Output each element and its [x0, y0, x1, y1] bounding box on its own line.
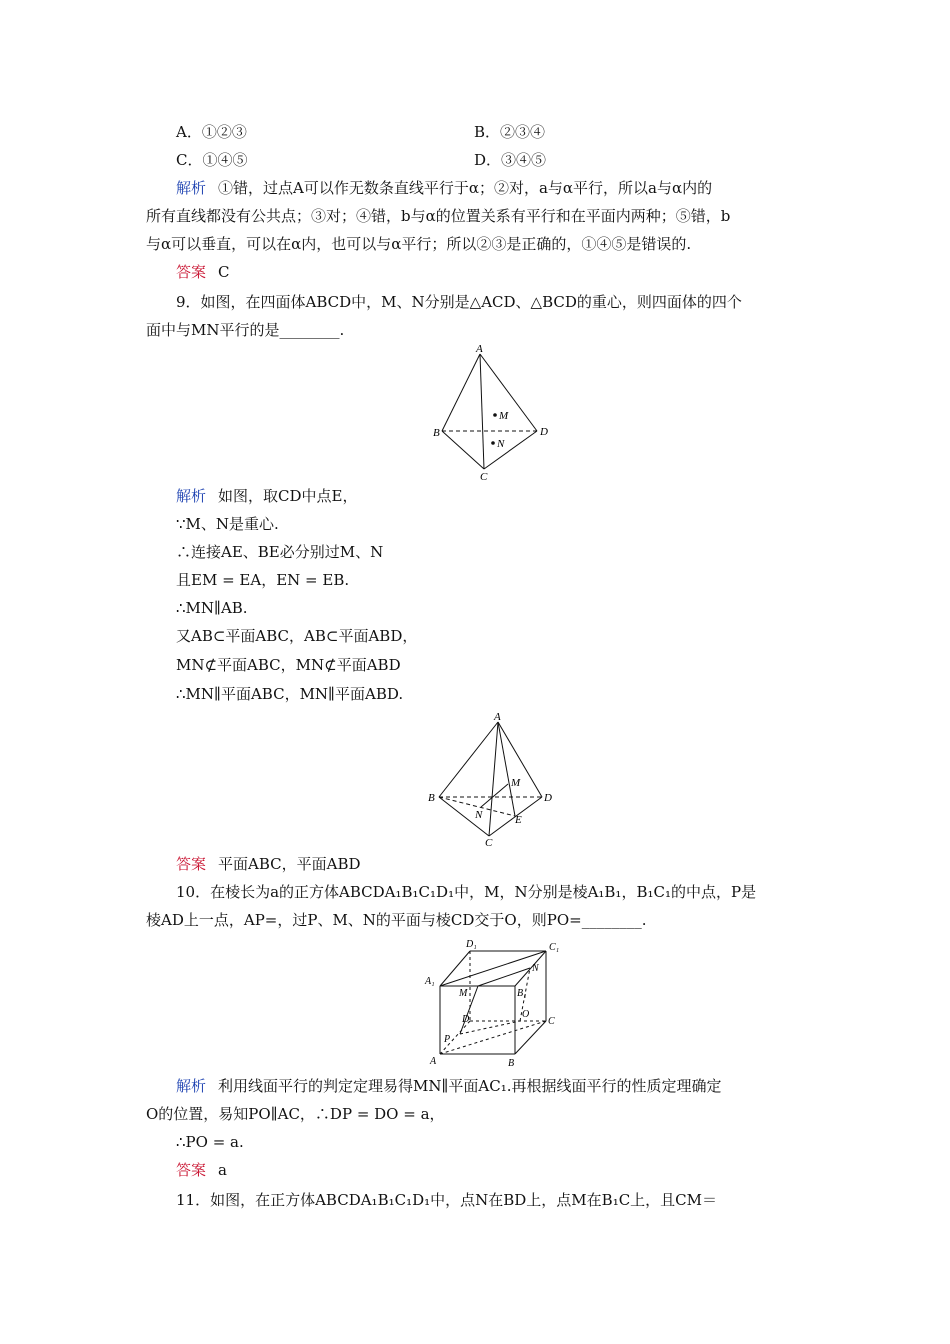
- q9-answer: [176, 850, 836, 878]
- label-A1: A₁: [425, 976, 435, 987]
- option-a: A．①②③: [176, 123, 247, 141]
- answer-tag: 答案: [176, 855, 207, 873]
- label-D: D: [462, 1014, 470, 1025]
- label-A: A: [494, 711, 501, 723]
- label-B: B: [508, 1058, 515, 1069]
- q10-answer: [176, 1156, 836, 1184]
- option-c: C．①④⑤: [176, 151, 248, 169]
- analysis-step: 又AB⊂平面ABC，AB⊂平面ABD，: [176, 627, 418, 645]
- label-M: M: [459, 988, 468, 999]
- option-b: B．②③④: [474, 123, 546, 141]
- q9-stem-line1: 9．如图，在四面体ABCD中，M、N分别是△ACD、△BCD的重心，则四面体的四个: [176, 293, 742, 311]
- analysis-text: ①错，过点A可以作无数条直线平行于α；②对，a与α平行，所以a与α内的: [218, 179, 713, 197]
- label-B: B: [428, 792, 435, 804]
- label-N: N: [497, 438, 505, 450]
- label-N: N: [532, 963, 539, 974]
- analysis-step: ∴MN∥AB.: [176, 599, 248, 617]
- q9-stem-line2: 面中与MN平行的是________.: [146, 321, 345, 339]
- analysis-tag: 解析: [176, 179, 207, 197]
- q9-analysis-line1: [176, 482, 836, 510]
- analysis-step: ∴MN∥平面ABC，MN∥平面ABD.: [176, 685, 404, 703]
- q8-answer: [176, 258, 836, 286]
- q10-analysis-line1: [176, 1072, 836, 1100]
- analysis-step: 如图，取CD中点E，: [218, 487, 358, 505]
- answer-tag: 答案: [176, 263, 207, 281]
- q8-analysis-line2: 所有直线都没有公共点；③对；④错，b与α的位置关系有平行和在平面内两种；⑤错，b: [146, 207, 731, 225]
- q11-stem-line1: 11．如图，在正方体ABCDA₁B₁C₁D₁中，点N在BD上，点M在B₁C上，且CM＝: [176, 1191, 718, 1209]
- label-A: A: [430, 1056, 437, 1067]
- label-O: O: [522, 1009, 530, 1020]
- answer-value: a: [218, 1161, 227, 1179]
- label-E: E: [515, 814, 522, 826]
- answer-value: C: [218, 263, 230, 281]
- label-N: N: [475, 809, 483, 821]
- analysis-tag: 解析: [176, 1077, 207, 1095]
- analysis-text: 利用线面平行的判定定理易得MN∥平面AC₁.再根据线面平行的性质定理确定: [218, 1077, 722, 1095]
- label-B1: B₁: [517, 988, 527, 999]
- label-D: D: [540, 426, 548, 438]
- label-D1: D₁: [466, 939, 477, 950]
- q10-analysis-line3: ∴PO = a.: [176, 1133, 244, 1151]
- answer-value: 平面ABC，平面ABD: [218, 855, 361, 873]
- analysis-step: ∵M、N是重心.: [176, 515, 279, 533]
- label-C1: C₁: [549, 942, 560, 953]
- tetrahedron-figure-2: [425, 708, 560, 850]
- analysis-tag: 解析: [176, 487, 207, 505]
- label-C: C: [485, 837, 493, 849]
- analysis-step: MN⊄平面ABC，MN⊄平面ABD: [176, 656, 401, 674]
- label-M: M: [499, 410, 509, 422]
- label-C: C: [548, 1016, 555, 1027]
- label-P: P: [444, 1034, 451, 1045]
- label-M: M: [511, 777, 521, 789]
- label-B: B: [433, 427, 440, 439]
- q10-analysis-line2: O的位置，易知PO∥AC，∴DP = DO = a，: [146, 1105, 445, 1123]
- q10-stem-line2: 棱AD上一点，AP=，过P、M、N的平面与棱CD交于O，则PO=________.: [146, 911, 647, 929]
- label-C: C: [480, 471, 488, 482]
- answer-tag: 答案: [176, 1161, 207, 1179]
- cube-figure: [420, 936, 570, 1072]
- label-A: A: [476, 343, 483, 355]
- q8-analysis-line3: 与α可以垂直，可以在α内，也可以与α平行；所以②③是正确的，①④⑤是错误的.: [146, 235, 692, 253]
- label-D: D: [544, 792, 552, 804]
- q8-analysis-line1: [176, 174, 836, 202]
- analysis-step: 且EM = EA，EN = EB.: [176, 571, 350, 589]
- tetrahedron-figure-1: [425, 342, 555, 482]
- option-d: D．③④⑤: [474, 151, 547, 169]
- q10-stem-line1: 10．在棱长为a的正方体ABCDA₁B₁C₁D₁中，M，N分别是棱A₁B₁，B₁C₁的中点，P是: [176, 883, 757, 901]
- analysis-step: ∴连接AE、BE必分别过M、N: [176, 543, 384, 561]
